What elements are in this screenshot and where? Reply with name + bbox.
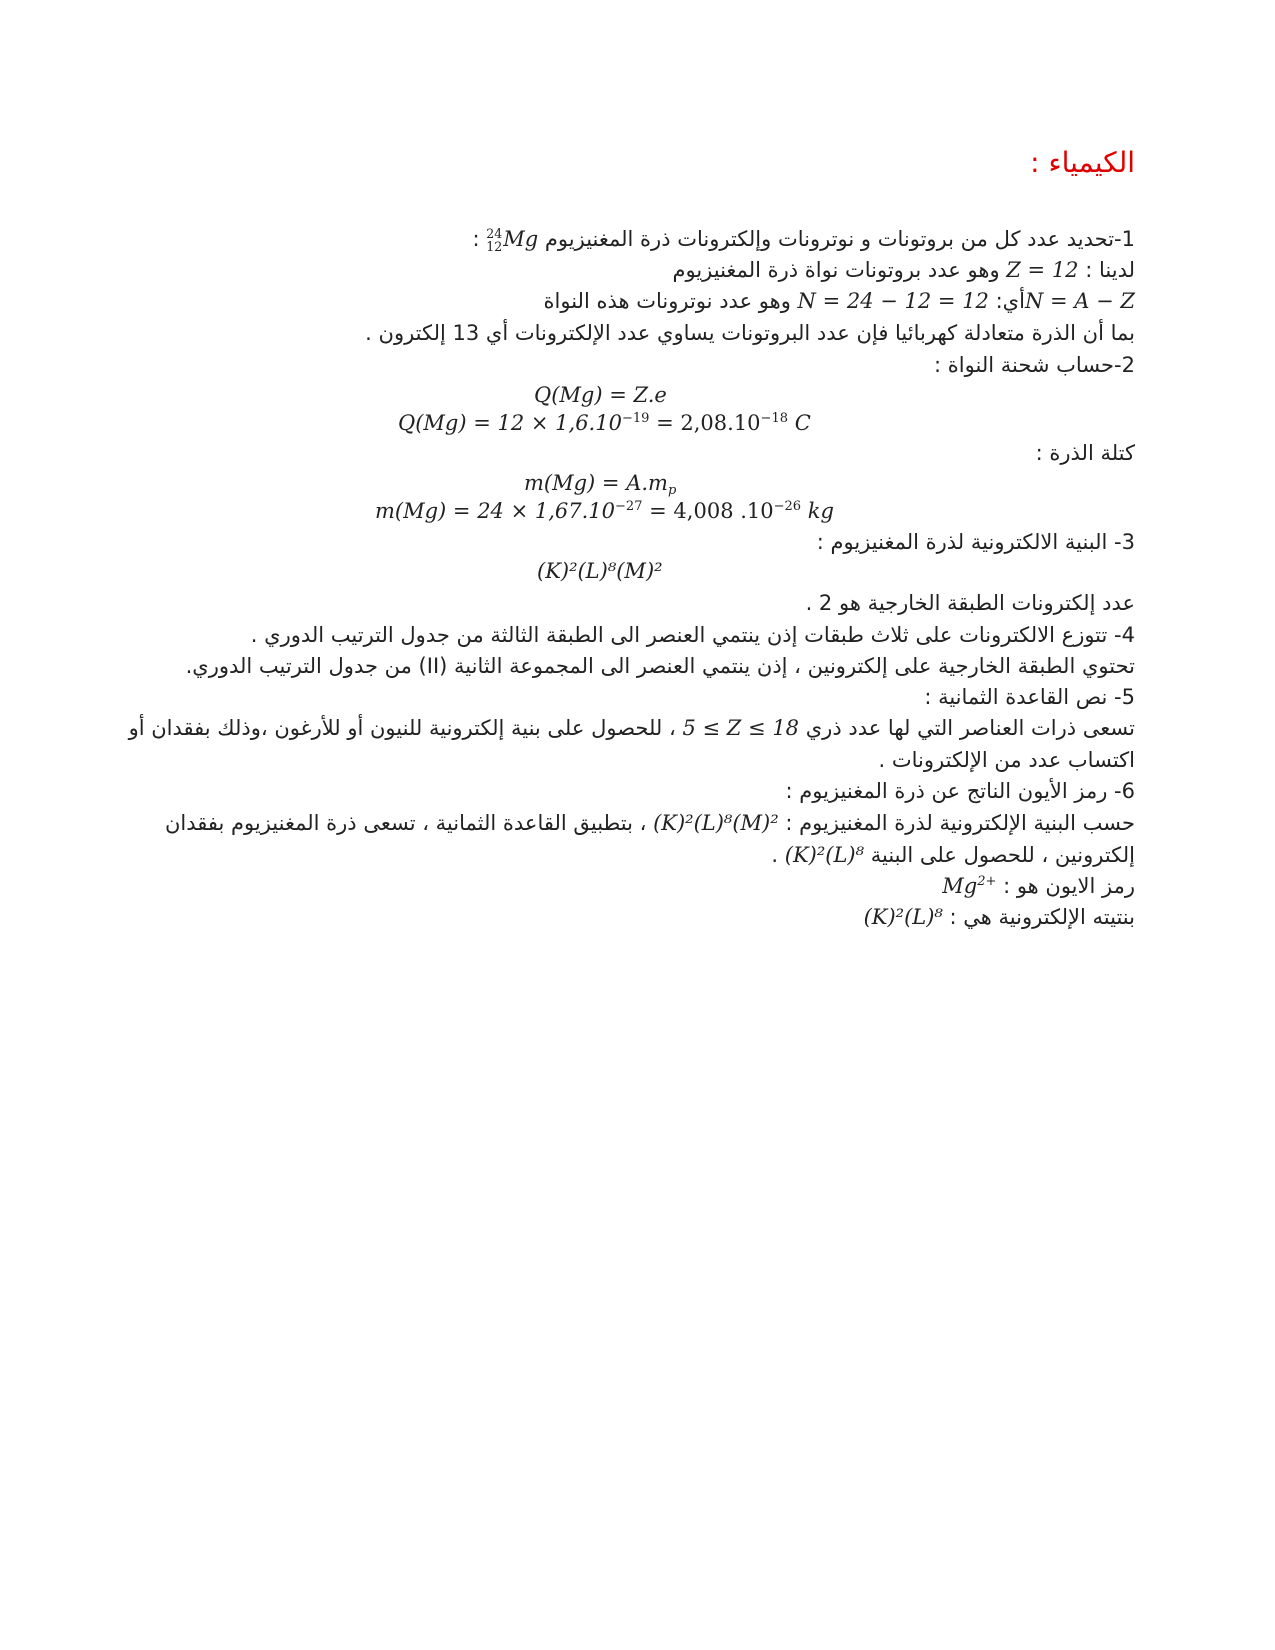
q6-text-b: ، بتطبيق القاعدة الثمانية ، تسعى ذرة المغنيزيوم بفقدان bbox=[164, 811, 647, 835]
mass-formula-text: m(Mg) = A.m bbox=[524, 471, 668, 495]
q5-rule-line-2: اكتساب عدد من الإلكترونات . bbox=[878, 748, 1135, 772]
n-description: وهو عدد نوترونات هذه النواة bbox=[543, 289, 791, 313]
mass-formula-sub: p bbox=[667, 482, 677, 498]
q6-ion-line bbox=[942, 871, 1135, 901]
n-ay: أي: bbox=[995, 289, 1025, 313]
mass-exp-1: −27 bbox=[615, 499, 643, 515]
charge-unit: C bbox=[788, 411, 811, 435]
q1-z-line bbox=[672, 255, 1135, 285]
z-description: وهو عدد بروتونات نواة ذرة المغنيزيوم bbox=[672, 258, 1000, 282]
section-title: الكيمياء : bbox=[1030, 146, 1135, 179]
q3-outer-electrons: عدد إلكترونات الطبقة الخارجية هو 2 . bbox=[805, 591, 1135, 615]
q6-text-a: حسب البنية الإلكترونية لذرة المغنيزيوم : bbox=[785, 811, 1135, 835]
mass-unit: kg bbox=[801, 499, 834, 523]
isotope-symbol: Mg bbox=[503, 227, 539, 251]
charge-calc-part-b: = 2,08.10 bbox=[649, 411, 761, 435]
q1-electrons-line: بما أن الذرة متعادلة كهربائيا فإن عدد البروتونات يساوي عدد الإلكترونات أي 13 إلكترون . bbox=[365, 321, 1135, 345]
ion-config-label: بنتيته الإلكترونية هي : bbox=[949, 905, 1135, 929]
ion-charge: 2+ bbox=[977, 874, 997, 890]
charge-formula-text: Q(Mg) = Z.e bbox=[534, 383, 667, 407]
q3-title: 3- البنية الالكترونية لذرة المغنيزيوم : bbox=[816, 530, 1135, 554]
isotope-atomic-number: 12 bbox=[486, 238, 503, 254]
q5-text-b: ، للحصول على بنية إلكترونية للنيون أو للأرغون ،وذلك بفقدان أو bbox=[128, 716, 676, 740]
mass-calculation bbox=[375, 496, 834, 526]
q5-rule-line bbox=[78, 713, 1135, 743]
z-equation: Z = 12 bbox=[1006, 258, 1079, 282]
charge-calc-part-a: Q(Mg) = 12 × 1,6.10 bbox=[398, 411, 622, 435]
mass-calc-part-b: = 4,008 .10 bbox=[642, 499, 774, 523]
q5-title: 5- نص القاعدة الثمانية : bbox=[924, 685, 1135, 709]
q4-line-2: تحتوي الطبقة الخارجية على إلكترونين ، إذن ينتمي العنصر الى المجموعة الثانية (II) من جدول الترتيب الدوري. bbox=[185, 654, 1135, 678]
ion-configuration: (K)²(L)⁸ bbox=[863, 905, 943, 929]
q6-text-c: إلكترونين ، للحصول على البنية bbox=[870, 843, 1135, 867]
q6-line-2 bbox=[771, 840, 1135, 870]
charge-calculation bbox=[398, 408, 811, 438]
q2-charge-title: 2-حساب شحنة النواة : bbox=[934, 353, 1135, 377]
mass-exp-2: −26 bbox=[773, 499, 802, 515]
atom-configuration: (K)²(L)⁸(M)² bbox=[653, 811, 779, 835]
q1-intro-colon: : bbox=[472, 227, 480, 251]
target-configuration: (K)²(L)⁸ bbox=[784, 843, 865, 867]
charge-formula bbox=[534, 380, 667, 410]
isotope-mass-number: 24 bbox=[486, 225, 503, 241]
charge-exp-1: −19 bbox=[621, 411, 650, 427]
electron-configuration-text: (K)²(L)⁸(M)² bbox=[537, 559, 663, 583]
z-prefix: لدينا : bbox=[1085, 258, 1135, 282]
q6-text-c-end: . bbox=[771, 843, 779, 867]
q1-intro-text: 1-تحديد عدد كل من بروتونات و نوترونات وإلكترونات ذرة المغنيزيوم bbox=[544, 227, 1135, 251]
electron-configuration bbox=[537, 556, 663, 586]
q1-n-line bbox=[544, 286, 1135, 316]
q1-intro-line bbox=[472, 224, 1135, 254]
q4-line-1: 4- تتوزع الالكترونات على ثلاث طبقات إذن ينتمي العنصر الى الطبقة الثالثة من جدول الترتيب الدوري . bbox=[250, 623, 1135, 647]
q6-title: 6- رمز الأيون الناتج عن ذرة المغنيزيوم : bbox=[785, 779, 1135, 803]
ion-label: رمز الايون هو : bbox=[1003, 874, 1135, 898]
q5-text-a: تسعى ذرات العناصر التي لها عدد ذري bbox=[805, 716, 1135, 740]
n-formula: N = A − Z bbox=[1024, 289, 1135, 313]
ion-symbol: Mg bbox=[942, 874, 978, 898]
q6-ion-config-line bbox=[864, 902, 1135, 932]
atomic-number-range: 5 ≤ Z ≤ 18 bbox=[682, 716, 800, 740]
magnesium-isotope bbox=[486, 225, 539, 254]
charge-exp-2: −18 bbox=[760, 411, 789, 427]
q6-line-1 bbox=[100, 808, 1135, 838]
n-equation: N = 24 − 12 = 12 bbox=[797, 289, 989, 313]
q2-mass-title: كتلة الذرة : bbox=[1035, 441, 1135, 465]
mass-formula bbox=[524, 468, 676, 498]
mass-calc-part-a: m(Mg) = 24 × 1,67.10 bbox=[375, 499, 616, 523]
